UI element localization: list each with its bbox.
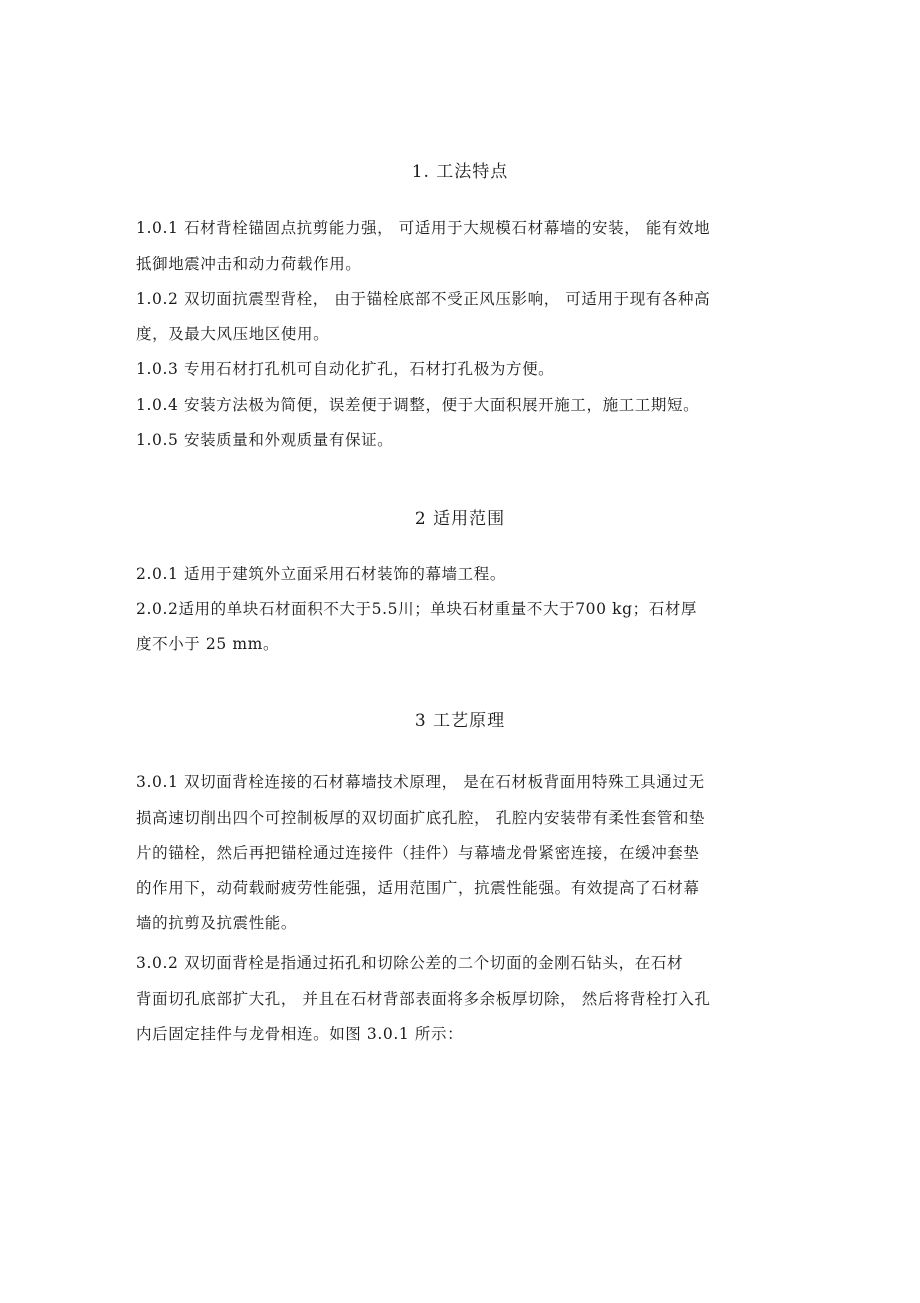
- section-3-heading: 3 工艺原理: [414, 711, 506, 731]
- section-1-line-2: 抵御地震冲击和动力荷载作用。: [136, 255, 362, 273]
- section-2-line-1: 2.0.1 适用于建筑外立面采用石材装饰的幕墙工程。: [136, 565, 506, 583]
- section-1-line-1: 1.0.1 石材背栓锚固点抗剪能力强， 可适用于大规模石材幕墙的安装， 能有效地: [136, 219, 711, 237]
- section-3-line-7: 背面切孔底部扩大孔， 并且在石材背部表面将多余板厚切除， 然后将背栓打入孔: [136, 990, 711, 1008]
- section-1-line-7: 1.0.5 安装质量和外观质量有保证。: [136, 431, 394, 449]
- section-3-line-3: 片的锚栓，然后再把锚栓通过连接件（挂件）与幕墙龙骨紧密连接，在缓冲套垫: [136, 844, 700, 862]
- section-3-line-2: 损高速切削出四个可控制板厚的双切面扩底孔腔， 孔腔内安装带有柔性套管和垫: [136, 809, 706, 827]
- section-3-line-1: 3.0.1 双切面背栓连接的石材幕墙技术原理， 是在石材板背面用特殊工具通过无: [136, 773, 705, 791]
- section-1-line-3: 1.0.2 双切面抗震型背栓， 由于锚栓底部不受正风压影响， 可适用于现有各种高: [136, 290, 711, 308]
- section-2-line-3: 度不小于 25 mm。: [136, 635, 280, 653]
- section-1-heading: 1. 工法特点: [411, 162, 509, 182]
- section-3-line-5: 墙的抗剪及抗震性能。: [136, 914, 298, 932]
- section-3-line-6: 3.0.2 双切面背栓是指通过拓孔和切除公差的二个切面的金刚石钻头，在石材: [136, 954, 684, 972]
- section-1-line-4: 度，及最大风压地区使用。: [136, 325, 330, 343]
- section-2-line-2: 2.0.2适用的单块石材面积不大于5.5川；单块石材重量不大于700 kg；石材厚: [136, 600, 698, 618]
- section-3-line-4: 的作用下，动荷载耐疲劳性能强，适用范围广，抗震性能强。有效提高了石材幕: [136, 879, 700, 897]
- section-2-heading: 2 适用范围: [414, 509, 506, 529]
- section-3-line-8: 内后固定挂件与龙骨相连。如图 3.0.1 所示：: [136, 1025, 464, 1043]
- section-1-line-5: 1.0.3 专用石材打孔机可自动化扩孔，石材打孔极为方便。: [136, 360, 555, 378]
- section-1-line-6: 1.0.4 安装方法极为简便，误差便于调整，便于大面积展开施工，施工工期短。: [136, 396, 700, 414]
